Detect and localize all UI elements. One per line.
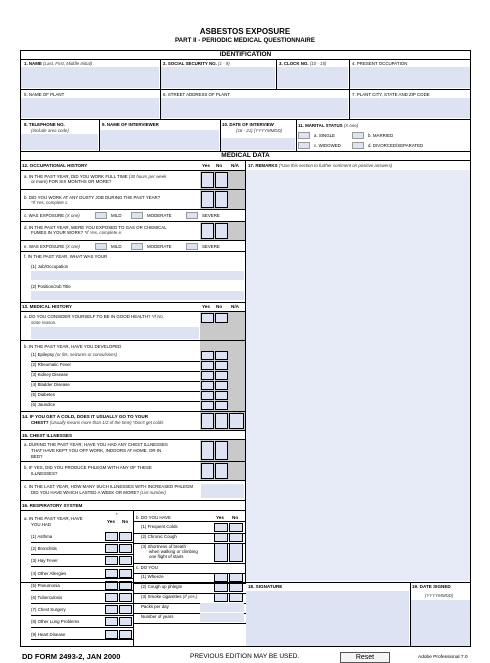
q14-no[interactable]	[215, 413, 228, 429]
q16-shortness-of-breath-yes[interactable]	[214, 543, 228, 562]
q12c-moderate-checkbox[interactable]	[131, 212, 143, 219]
q16a-asthma-label: (1) Asthma	[31, 534, 53, 539]
q12f2-label: (2) Position/Job Title	[31, 284, 71, 289]
q12e-moderate-checkbox[interactable]	[131, 243, 143, 250]
q13a-reason-field[interactable]	[31, 327, 199, 339]
form-title: ASBESTOS EXPOSURE	[199, 27, 291, 36]
q16-shortness-of-breath-label-3: one flight of stairs	[149, 554, 184, 559]
marital-single-checkbox[interactable]	[298, 132, 310, 139]
q16a-chest-surgery-yes[interactable]	[105, 605, 118, 614]
q16-smoke-no[interactable]	[229, 593, 243, 602]
identification-header: IDENTIFICATION	[219, 51, 272, 58]
q12c-mild-checkbox[interactable]	[95, 212, 107, 219]
q12a-text: a. IN THE PAST YEAR, DID YOU WORK FULL TIME (30 hours per week	[24, 174, 167, 179]
q16-do-you-label: c. DO YOU	[136, 565, 158, 570]
q13b-row-divider	[31, 401, 200, 402]
q16-packs-per-day-label: Packs per day	[141, 604, 169, 609]
q14-na[interactable]	[229, 413, 244, 429]
date-signed-field[interactable]	[411, 600, 470, 646]
col-na: N/A	[231, 163, 239, 168]
q13b-kidney-disease-yes[interactable]	[201, 371, 214, 380]
q16b-row-divider	[133, 623, 246, 624]
q12e-moderate-label: MODERATE	[147, 244, 172, 249]
marital-married-label: b. MARRIED	[368, 133, 394, 138]
q16a-heart-disease-label: (9) Heart Disease	[31, 631, 66, 637]
q16-number-of-years-field[interactable]	[200, 613, 244, 622]
date-signed-label: 19. DATE SIGNED	[412, 584, 451, 589]
q16-smoke-yes[interactable]	[214, 593, 228, 602]
reset-button[interactable]: Reset	[340, 652, 390, 663]
q13b-bladder-disease-label: (4) Bladder Disease	[31, 382, 70, 387]
q13b-kidney-disease-no[interactable]	[215, 371, 228, 380]
street-label: 6. STREET ADDRESS OF PLANT	[163, 92, 231, 97]
occupation-field[interactable]	[350, 67, 470, 88]
q16a-other-lung-problems-yes[interactable]	[105, 617, 118, 626]
q14-text-2: CHEST? (Usually means more than 1/2 of the time) *Don't get colds	[31, 420, 164, 425]
q12e-severe-label: SEVERE	[202, 244, 220, 249]
marital-single-label: a. SINGLE	[314, 133, 335, 138]
interview-date-hint: (16 - 21) (YYYYMMDD)	[236, 128, 283, 133]
q13a-yes[interactable]	[201, 313, 214, 323]
ssn-field[interactable]	[161, 67, 275, 88]
street-field[interactable]	[161, 98, 348, 118]
q15a-text: a. DURING THE PAST YEAR, HAVE YOU HAD ANY CHEST ILLNESSES	[24, 442, 168, 447]
q16b-row-divider	[133, 563, 246, 564]
q16-frequent-colds-no[interactable]	[229, 523, 243, 532]
q12c-moderate-label: MODERATE	[147, 213, 172, 218]
name-label: 1. NAME (Last, First, Middle Initial)	[24, 61, 93, 66]
q16a-bronchitis-no[interactable]	[119, 544, 132, 553]
q12e-mild-checkbox[interactable]	[95, 243, 107, 250]
q16a-row-divider	[31, 639, 133, 640]
form-id: DD FORM 2493-2, JAN 2000	[22, 652, 121, 661]
interviewer-label: 9. NAME OF INTERVIEWER	[102, 122, 159, 127]
q16-number-of-years-label: Number of years	[141, 614, 174, 619]
q15a-yes[interactable]	[201, 441, 214, 460]
medical-history-label: 13. MEDICAL HISTORY	[22, 304, 72, 309]
q13b-diabetes-no[interactable]	[215, 391, 228, 400]
medical-data-header: MEDICAL DATA	[221, 152, 270, 159]
telephone-label: 8. TELEPHONE NO.	[24, 122, 65, 127]
q16-frequent-colds-yes[interactable]	[214, 523, 228, 532]
q13b-diabetes-yes[interactable]	[201, 391, 214, 400]
q15a-text-3: BED?	[31, 454, 43, 459]
q13b-rheumatic-fever-label: (2) Rheumatic Fever	[31, 362, 72, 367]
q12b-no[interactable]	[215, 191, 228, 208]
q16b-text: b. DO YOU HAVE	[136, 515, 171, 520]
marital-widowed-checkbox[interactable]	[298, 142, 310, 149]
q16a-other-allergies-no[interactable]	[119, 569, 132, 578]
q16-chronic-cough-no[interactable]	[229, 533, 243, 542]
q15b-no[interactable]	[215, 463, 228, 479]
q13b-row-divider	[31, 391, 200, 392]
q12c-severe-checkbox[interactable]	[186, 212, 198, 219]
q15c-count-field[interactable]	[201, 484, 244, 498]
interviewer-field[interactable]	[100, 130, 219, 150]
q12a-no[interactable]	[215, 172, 228, 188]
ssn-label: 2. SOCIAL SECURITY NO. (1 - 9)	[163, 61, 230, 66]
q16a-heart-disease-yes[interactable]	[105, 630, 118, 639]
q13b-jaundice-no[interactable]	[215, 401, 228, 410]
q16a-col-no: No	[122, 519, 129, 524]
col-yes: Yes	[202, 163, 210, 168]
q16-packs-per-day-field[interactable]	[200, 603, 244, 612]
plant-name-label: 5. NAME OF PLANT	[24, 92, 65, 97]
q12d-no[interactable]	[215, 223, 228, 239]
q15b-text-2: ILLNESSES?	[31, 471, 58, 476]
q12c-label: c. WAS EXPOSURE (X one)	[24, 213, 80, 218]
chest-illnesses-label: 15. CHEST ILLNESSES	[22, 433, 73, 438]
q16-wheeze-yes[interactable]	[214, 573, 228, 582]
q12f1-label: (1) Job/Occupation	[31, 264, 69, 269]
interview-date-label: 10. DATE OF INTERVIEW	[222, 122, 274, 127]
q13b-bladder-disease-yes[interactable]	[201, 381, 214, 390]
q16a-text: a. IN THE PAST YEAR, HAVE	[24, 516, 83, 521]
clock-field[interactable]	[277, 67, 348, 88]
q16a-tuberculosis-yes[interactable]	[105, 593, 118, 602]
q16a-hay-fever-yes[interactable]	[105, 556, 118, 565]
q16a-row-divider	[31, 627, 133, 628]
q16a-heart-disease-no[interactable]	[119, 630, 132, 639]
city-field[interactable]	[350, 98, 470, 118]
q13b-kidney-disease-label: (3) Kidney Disease	[31, 372, 69, 377]
q14-yes[interactable]	[201, 413, 214, 429]
q16a-text-2: YOU HAD	[31, 522, 52, 527]
q16a-star: *	[116, 512, 118, 517]
q16-shortness-of-breath-label: (3) Shortness of breath	[141, 544, 186, 549]
q16a-chest-surgery-no[interactable]	[119, 605, 132, 614]
q16a-asthma-yes[interactable]	[105, 532, 118, 541]
q12d-yes[interactable]	[201, 223, 214, 239]
q16a-row-divider	[31, 542, 133, 543]
q16a-hay-fever-label: (3) Hay Fever	[31, 558, 58, 564]
q16-shortness-of-breath-label-2: when walking or climbing	[149, 549, 198, 554]
marital-widowed-label: c. WIDOWED	[314, 143, 341, 148]
q12e-mild-label: MILD	[111, 244, 122, 249]
q16a-pneumonia-label: (5) Pneumonia	[31, 582, 60, 588]
previous-edition: PREVIOUS EDITION MAY BE USED.	[190, 653, 300, 660]
q16-chronic-cough-yes[interactable]	[214, 533, 228, 542]
q12c-mild-label: MILD	[111, 213, 122, 218]
name-field[interactable]	[21, 67, 159, 88]
q13b-bladder-disease-no[interactable]	[215, 381, 228, 390]
form-subtitle: PART II - PERIODIC MEDICAL QUESTIONNAIRE	[174, 37, 316, 44]
job-occupation-field[interactable]	[31, 271, 244, 280]
q16a-row-divider	[31, 566, 133, 567]
q16a-chest-surgery-label: (7) Chest Surgery	[31, 607, 66, 613]
q16-shortness-of-breath-no[interactable]	[229, 543, 243, 562]
signature-field[interactable]	[246, 591, 409, 646]
q15c-text-2: DID YOU HAVE WHICH LASTED A WEEK OR MORE? (List number)	[31, 490, 167, 495]
q13b-epilepsy-no[interactable]	[215, 351, 228, 360]
q16b-col-yes: Yes	[216, 515, 224, 520]
q16a-asthma-no[interactable]	[119, 532, 132, 541]
q12b-hint: *If Yes, complete c.	[31, 200, 69, 205]
q16a-bronchitis-label: (2) Bronchitis	[31, 546, 57, 552]
q16a-other-allergies-label: (4) Other Allergies	[31, 570, 67, 576]
col-na-13: N/A	[231, 304, 239, 309]
q16a-row-divider	[31, 578, 133, 579]
date-signed-hint: (YYYYMMDD)	[425, 593, 454, 598]
q16-chronic-cough-label: (2) Chronic Cough	[141, 534, 177, 539]
q16a-other-lung-problems-no[interactable]	[119, 617, 132, 626]
q13a-hint: state reason.	[31, 320, 57, 325]
col-yes-13: Yes	[202, 304, 210, 309]
q13b-epilepsy-yes[interactable]	[201, 351, 214, 360]
telephone-hint: (Include area code)	[31, 128, 69, 133]
marital-divorced-checkbox[interactable]	[352, 142, 364, 149]
q15c-text: c. IN THE LAST YEAR, HOW MANY SUCH ILLNESSES WITH INCREASED PHLEGM	[24, 484, 193, 489]
q13b-jaundice-label: (6) Jaundice	[31, 402, 56, 407]
q16a-other-allergies-yes[interactable]	[105, 569, 118, 578]
plant-name-field[interactable]	[21, 98, 159, 118]
q16a-tuberculosis-label: (6) Tuberculosis	[31, 595, 63, 600]
q12e-severe-checkbox[interactable]	[186, 243, 198, 250]
q13a-text: a. DO YOU CONSIDER YOURSELF TO BE IN GOOD HEALTH? *If No,	[24, 314, 164, 319]
q16b-col-no: No	[232, 515, 239, 520]
q16-smoke-label: (3) Smoke cigarettes (If yes.)	[141, 594, 198, 599]
q13b-rheumatic-fever-yes[interactable]	[201, 361, 214, 370]
q16a-row-divider	[31, 554, 133, 555]
respiratory-label: 16. RESPIRATORY SYSTEM	[22, 503, 83, 508]
marital-label: 11. MARITAL STATUS (X one)	[298, 123, 359, 128]
q12d-text: d. IN THE PAST YEAR, WERE YOU EXPOSED TO GAS OR CHEMICAL	[24, 225, 167, 230]
q16a-col-yes: Yes	[107, 519, 115, 524]
q13a-no[interactable]	[215, 313, 228, 323]
q14-text: 14. IF YOU GET A COLD, DOES IT USUALLY GO TO YOUR	[22, 414, 149, 419]
col-no-13: No	[216, 304, 223, 309]
q15a-text-2: THAT HAVE KEPT YOU OFF WORK, INDOORS AT HOME, OR IN	[31, 448, 162, 453]
q12b-text: b. DID YOU WORK AT ANY DUSTY JOB DURING THE PAST YEAR?	[24, 195, 161, 200]
q13b-diabetes-label: (5) Diabetes	[31, 392, 55, 397]
remarks-field[interactable]	[246, 170, 470, 581]
remarks-label: 17. REMARKS (*Use this section to further comment on positive answers)	[248, 163, 393, 168]
q12f-text: f. IN THE PAST YEAR, WHAT WAS YOUR	[24, 254, 108, 259]
q15b-yes[interactable]	[201, 463, 214, 479]
telephone-field[interactable]	[21, 134, 98, 150]
q13b-rheumatic-fever-no[interactable]	[215, 361, 228, 370]
q16a-hay-fever-no[interactable]	[119, 556, 132, 565]
q13b-epilepsy-label: (1) Epilepsy (or fits, seizures or convulsions)	[31, 352, 118, 357]
q12a-yes[interactable]	[201, 172, 214, 188]
occupational-history-label: 12. OCCUPATIONAL HISTORY	[22, 163, 88, 168]
col-no: No	[216, 163, 223, 168]
q16-cough-phlegm-yes[interactable]	[214, 583, 228, 592]
q16a-bronchitis-yes[interactable]	[105, 544, 118, 553]
q16a-other-lung-problems-label: (8) Other Lung Problems	[31, 619, 80, 625]
interview-date-field[interactable]	[221, 138, 295, 150]
q12c-severe-label: SEVERE	[202, 213, 220, 218]
q16a-row-divider	[31, 590, 133, 591]
clock-label: 3. CLOCK NO. (10 - 15)	[279, 61, 327, 66]
marital-married-checkbox[interactable]	[352, 132, 364, 139]
q16-cough-phlegm-label: (2) Cough up phlegm	[141, 584, 183, 589]
q16-wheeze-label: (1) Wheeze	[141, 574, 164, 579]
q12d-text-2: FUMES IN YOUR WORK? *If Yes, complete e.	[31, 230, 123, 235]
q14-star: *	[239, 410, 241, 415]
q16-wheeze-no[interactable]	[229, 573, 243, 582]
q12b-yes[interactable]	[201, 191, 214, 208]
job-title-field[interactable]	[31, 291, 244, 300]
q15a-no[interactable]	[215, 441, 228, 460]
q12a-text-2: or more) FOR SIX MONTHS OR MORE?	[31, 179, 112, 184]
signature-label: 18. SIGNATURE	[248, 584, 283, 589]
city-label: 7. PLANT CITY, STATE AND ZIP CODE	[352, 92, 430, 97]
q16a-row-divider	[31, 603, 133, 604]
q13b-jaundice-yes[interactable]	[201, 401, 214, 410]
software-label: Adobe Professional 7.0	[418, 655, 468, 660]
occupation-label: 4. PRESENT OCCUPATION	[352, 61, 408, 66]
q12e-label: e. WAS EXPOSURE (X one)	[24, 244, 80, 249]
q16-frequent-colds-label: (1) Frequent Colds	[141, 524, 178, 529]
q16-cough-phlegm-no[interactable]	[229, 583, 243, 592]
marital-divorced-label: d. DIVORCED/SEPARATED	[368, 143, 424, 148]
q16a-row-divider	[31, 615, 133, 616]
q15b-text: b. IF YES, DID YOU PRODUCE PHLEGM WITH ANY OF THESE	[24, 465, 152, 470]
q16a-tuberculosis-no[interactable]	[119, 593, 132, 602]
q13b-text: b. IN THE PAST YEAR, HAVE YOU DEVELOPED	[24, 344, 122, 349]
